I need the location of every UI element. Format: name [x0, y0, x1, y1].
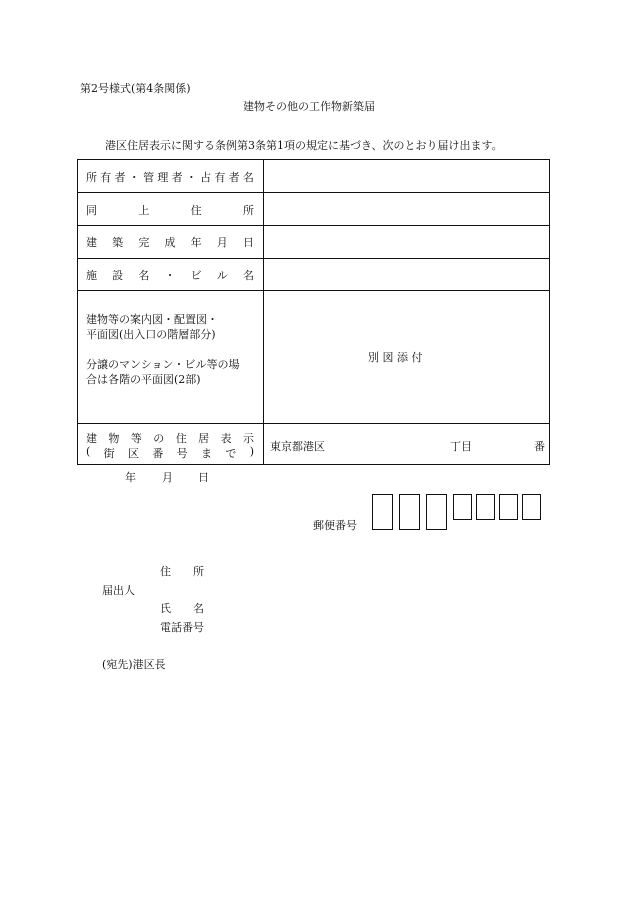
label-char: 管 — [143, 171, 155, 184]
addressee: (宛先)港区長 — [102, 658, 166, 671]
label-char: ・ — [185, 171, 197, 184]
label-char: 者 — [228, 171, 240, 184]
label-char: 示 — [242, 432, 254, 445]
label-char: ( — [86, 445, 91, 458]
page-title: 建物その他の工作物新築届 — [243, 100, 375, 113]
notifier-phone-label: 電話番号 — [160, 621, 204, 634]
label-char: 者 — [171, 171, 183, 184]
label-char: 所 — [86, 171, 97, 184]
completion-date-field[interactable] — [268, 230, 543, 254]
label-char: ・ — [164, 269, 176, 282]
row-divider — [78, 192, 549, 193]
postal-code-label: 郵便番号 — [313, 519, 357, 532]
label-char: 成 — [164, 236, 176, 249]
map-label-line3: 分譲のマンション・ビル等の場 — [86, 358, 240, 371]
completion-date-label — [86, 234, 254, 250]
form-table — [77, 159, 550, 465]
map-label-line2: 平面図(出入口の階層部分) — [86, 328, 216, 341]
chome-label: 丁目 — [450, 440, 472, 453]
label-char: 居 — [198, 432, 210, 445]
label-char: 建 — [86, 432, 97, 445]
label-char: ・ — [128, 171, 140, 184]
form-number: 第2号様式(第4条関係) — [80, 82, 191, 95]
owner-name-label — [86, 169, 254, 185]
notifier-name-label: 氏 名 — [160, 602, 204, 615]
label-char: 表 — [220, 432, 232, 445]
label-char: 街 — [103, 447, 115, 460]
intro-text: 港区住居表示に関する条例第3条第1項の規定に基づき、次のとおり届け出ます。 — [105, 139, 503, 152]
label-char: 日 — [242, 236, 254, 249]
owner-address-label — [86, 202, 254, 218]
label-char: 占 — [200, 171, 212, 184]
label-char: 区 — [127, 447, 139, 460]
label-char: 上 — [138, 204, 150, 217]
label-char: 等 — [130, 432, 142, 445]
label-char: 年 — [190, 236, 202, 249]
label-char: 施 — [86, 269, 97, 282]
label-char: 者 — [114, 171, 126, 184]
postal-digit-box[interactable] — [499, 494, 518, 520]
row-divider — [78, 290, 549, 291]
postal-digit-box[interactable] — [476, 494, 495, 520]
row-divider — [78, 258, 549, 259]
date-month-label: 月 — [162, 471, 173, 484]
row-divider — [78, 423, 549, 424]
column-divider — [263, 160, 264, 464]
label-char: 所 — [242, 204, 254, 217]
postal-digit-box[interactable] — [426, 494, 447, 530]
label-char: 名 — [138, 269, 150, 282]
facility-name-label — [86, 267, 254, 283]
label-char: 号 — [176, 447, 188, 460]
label-char: 建 — [86, 236, 97, 249]
residence-display-label-line1 — [86, 430, 254, 446]
date-year-label: 年 — [125, 471, 136, 484]
label-char: ま — [201, 447, 213, 460]
postal-digit-box[interactable] — [453, 494, 472, 520]
label-char: 完 — [138, 236, 150, 249]
map-label-line4: 合は各階の平面図(2部) — [86, 373, 201, 386]
date-day-label: 日 — [198, 471, 209, 484]
label-char: 月 — [216, 236, 228, 249]
separate-attachment-text: 別 図 添 付 — [368, 351, 423, 364]
label-char: 番 — [152, 447, 164, 460]
label-char: 物 — [108, 432, 120, 445]
label-char: 築 — [112, 236, 124, 249]
label-char: 有 — [100, 171, 112, 184]
label-char: 住 — [190, 204, 202, 217]
owner-name-field[interactable] — [268, 164, 543, 188]
notifier-address-label: 住 所 — [160, 565, 204, 578]
address-prefix: 東京都港区 — [270, 440, 325, 453]
postal-digit-box[interactable] — [372, 494, 393, 530]
map-label-line1: 建物等の案内図・配置図・ — [86, 313, 218, 326]
postal-digit-box[interactable] — [399, 494, 420, 530]
residence-display-label-line2 — [86, 445, 254, 461]
label-char: 住 — [175, 432, 187, 445]
label-char: 同 — [86, 204, 97, 217]
row-divider — [78, 225, 549, 226]
label-char: で — [225, 447, 237, 460]
label-char: 名 — [242, 269, 254, 282]
postal-digit-box[interactable] — [522, 494, 541, 520]
notifier-label: 届出人 — [102, 584, 135, 597]
label-char: 理 — [157, 171, 169, 184]
label-char: 設 — [112, 269, 124, 282]
label-char: 有 — [214, 171, 226, 184]
owner-address-field[interactable] — [268, 197, 543, 221]
label-char: 名 — [242, 171, 254, 184]
label-char: ) — [249, 445, 254, 458]
ban-label: 番 — [534, 440, 545, 453]
label-char: ビ — [190, 269, 202, 282]
facility-name-field[interactable] — [268, 262, 543, 286]
label-char: ル — [216, 269, 228, 282]
label-char: の — [153, 432, 165, 445]
